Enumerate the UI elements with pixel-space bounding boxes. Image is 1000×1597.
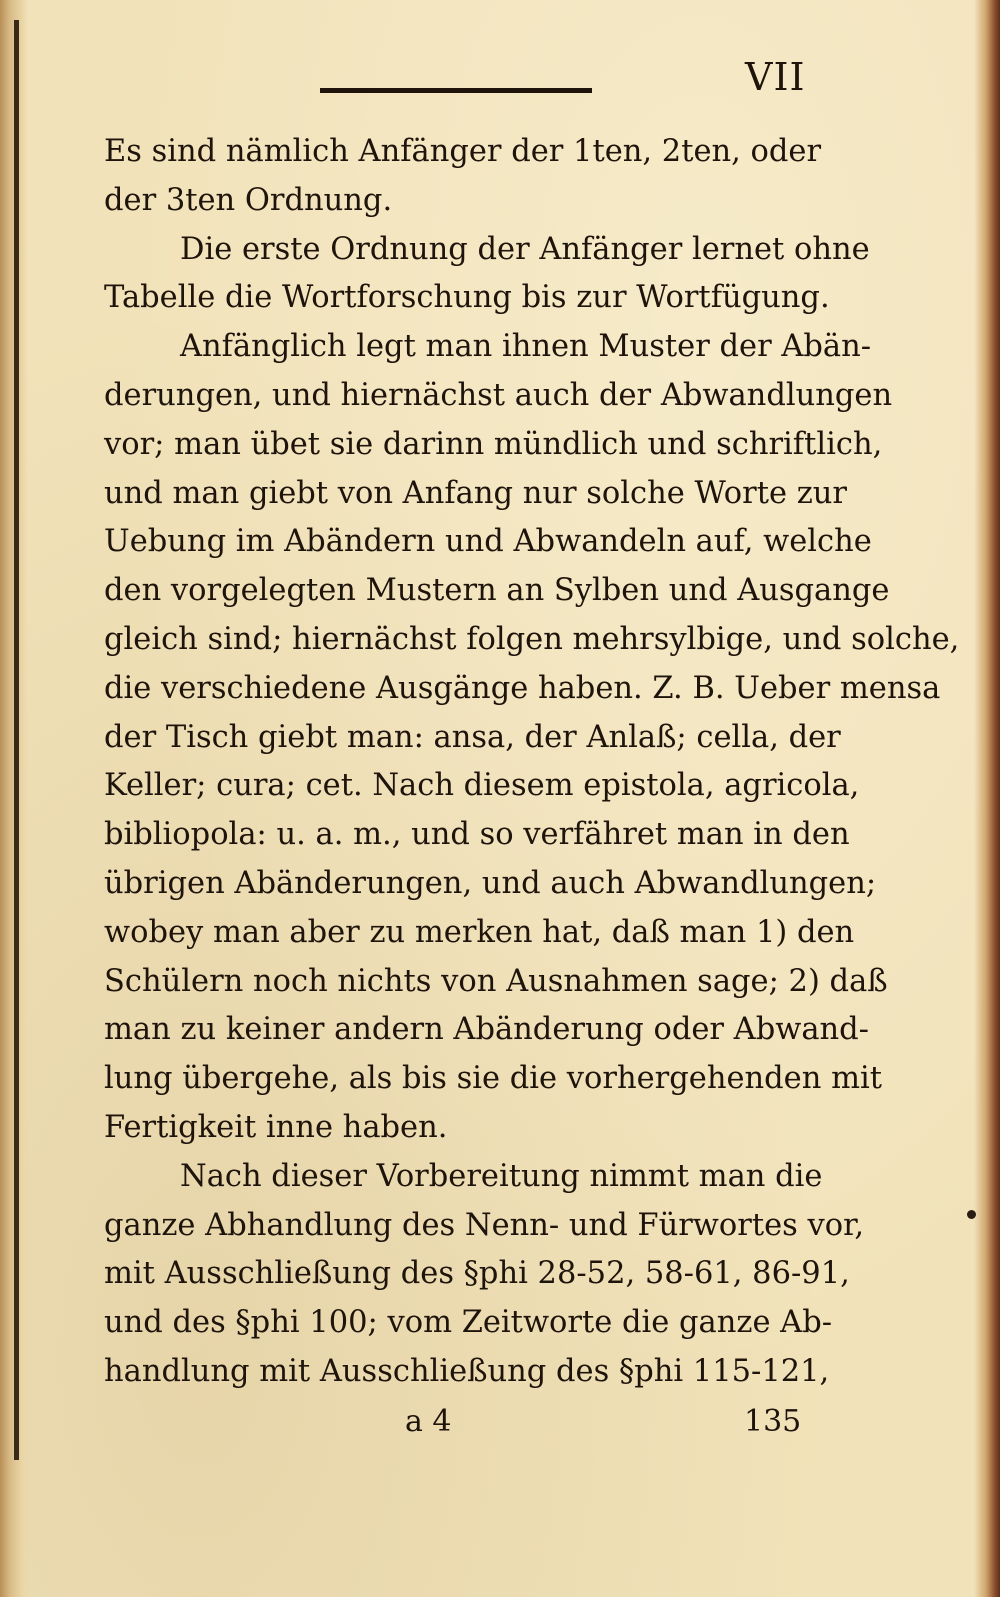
text-line: der Tisch giebt man: ansa, der Anlaß; cella, der	[104, 719, 841, 755]
text-line: lung übergehe, als bis sie die vorhergehenden mit	[104, 1061, 883, 1097]
text-line: die verschiedene Ausgänge haben. Z. B. Ueber mensa	[104, 670, 941, 706]
text-line: Es sind nämlich Anfänger der 1ten, 2ten, oder	[104, 134, 822, 169]
ink-speck	[967, 1210, 976, 1219]
text-line: Fertigkeit inne haben.	[104, 1109, 448, 1145]
text-line: Anfänglich legt man ihnen Muster der Abän-	[180, 329, 872, 365]
text-line: bibliopola: u. a. m., und so verfähret man in den	[104, 817, 850, 853]
page-number: VII	[745, 55, 806, 99]
text-line: übrigen Abänderungen, und auch Abwandlungen;	[104, 865, 877, 901]
text-line: derungen, und hiernächst auch der Abwandlungen	[104, 377, 893, 413]
text-line: Nach dieser Vorbereitung nimmt man die	[180, 1158, 823, 1194]
text-line: handlung mit Ausschließung des §phi 115-121,	[104, 1353, 830, 1389]
text-line: der 3ten Ordnung.	[104, 182, 393, 218]
text-line: Uebung im Abändern und Abwandeln auf, welche	[104, 524, 872, 560]
page-footer	[0, 1404, 1000, 1454]
page-header	[0, 55, 1000, 105]
binding-edge-line	[14, 20, 19, 1460]
body-text	[104, 128, 960, 1397]
page-edge-shadow	[974, 0, 1000, 1597]
text-line: wobey man aber zu merken hat, daß man 1) den	[104, 914, 855, 950]
text-line: Keller; cura; cet. Nach diesem epistola, agricola,	[104, 768, 860, 804]
catchword: 135	[744, 1404, 802, 1439]
signature-mark: a 4	[405, 1404, 452, 1439]
header-rule	[320, 88, 592, 93]
text-line: und man giebt von Anfang nur solche Worte zur	[104, 475, 848, 511]
text-line: mit Ausschließung des §phi 28-52, 58-61, 86-91,	[104, 1256, 850, 1292]
text-line: man zu keiner andern Abänderung oder Abwand-	[104, 1012, 869, 1048]
text-line: gleich sind; hiernächst folgen mehrsylbige, und solche,	[104, 621, 960, 657]
text-line: Schülern noch nichts von Ausnahmen sage; 2) daß	[104, 963, 888, 999]
text-line: ganze Abhandlung des Nenn- und Fürwortes vor,	[104, 1207, 865, 1243]
text-line: und des §phi 100; vom Zeitworte die ganze Ab-	[104, 1305, 833, 1341]
text-line: Tabelle die Wortforschung bis zur Wortfügung.	[104, 280, 830, 316]
text-line: vor; man übet sie darinn mündlich und schriftlich,	[104, 426, 883, 462]
text-line: den vorgelegten Mustern an Sylben und Ausgange	[104, 573, 890, 609]
text-line: Die erste Ordnung der Anfänger lernet ohne	[180, 231, 870, 267]
